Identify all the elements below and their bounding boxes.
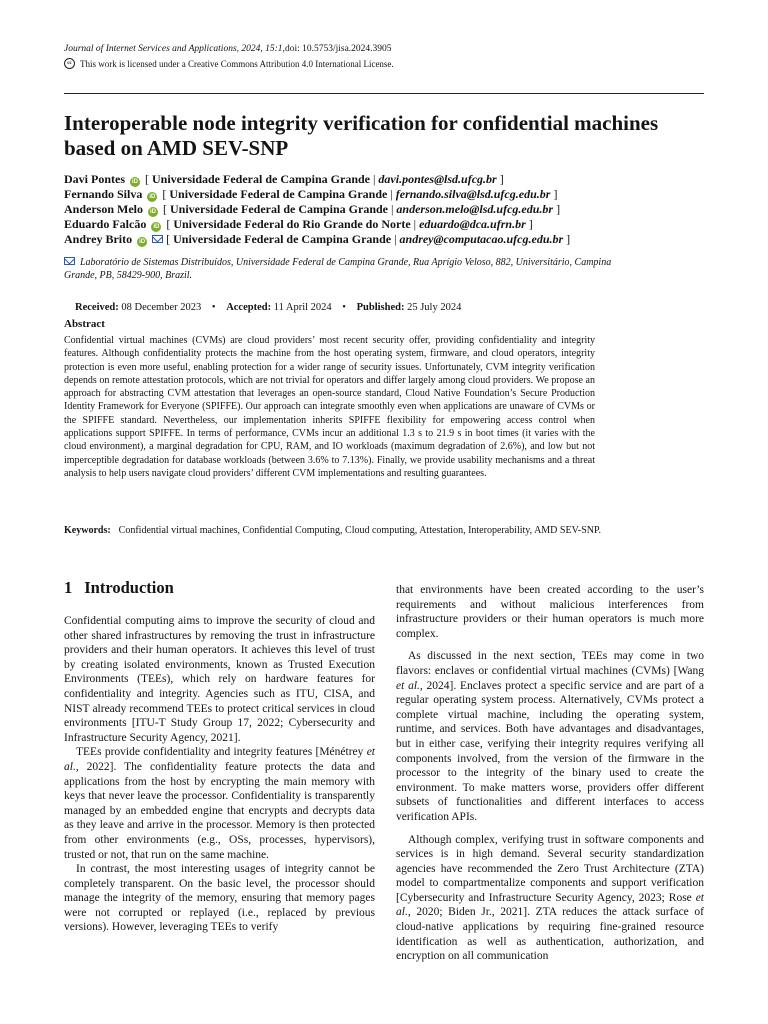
author-name: Anderson Melo — [64, 202, 143, 216]
paragraph: Although complex, verifying trust in software components and services is in high demand. Several security standardization agencies have recommended the Zero Trust Architecture (ZTA) model to compartmentalize components and support verification [Cybersecurity and Infrastructure Security Agency, 2023; Rose et al., 2020; Biden Jr., 2021]. ZTA reduces the attack surface of cloud-native applications by requiring fine-grained resource identification as well as authentication, authorization, and encryption on all communication — [396, 833, 704, 963]
author-affiliation: Universidade Federal do Rio Grande do Norte — [173, 217, 411, 231]
orcid-icon[interactable]: iD — [132, 179, 138, 185]
left-column — [64, 614, 375, 935]
author-affiliation: Universidade Federal de Campina Grande — [173, 232, 392, 246]
license-line — [64, 58, 394, 69]
paragraph: In contrast, the most interesting usages of integrity cannot be completely transparent. On the basic level, the processor should manage the integrity of the memory, ensuring that memory pages were not corrupted or replayed (i.e., replaced by previous versions). However, leveraging TEEs to verify — [64, 863, 375, 934]
orcid-icon[interactable]: iD — [139, 239, 146, 245]
author-name: Fernando Silva — [64, 187, 143, 201]
orcid-icon[interactable]: iD — [153, 224, 160, 230]
abstract-text: Confidential virtual machines (CVMs) are cloud providers’ most recent security offer, providing confidentiality and integrity features. Although confidentiality protects the machine from the host operating system, firmware, and cloud operators, integrity protection is even more useful, enabling protection for a wider range of security issues. Unfortunately, CVM integrity verification depends on remote attestation protocols, which are not trivial for operators and differ largely among cloud providers. We propose an approach for abstracting CVM attestation that leverages an open-source standard, Cloud Native Foundation’s Secure Production Identity Framework for Everyone (SPIFFE). Our approach can integrate smoothly even when applications are unaware of CVMs or the SPIFFE standard. Nevertheless, our implementation inherits SPIFFE flexibility for empowering access control when applications support SPIFFE. In terms of performance, CVMs incur an additional 1.3 s to 21.9 s in boot times (it varies with the cloud environment), a marginal degradation for CPU, RAM, and IO workloads (maximum degradation of 2.6%), and low but not imperceptible degradation for database workloads (between 3.6% to 7.13%). Finally, we provide usability mechanisms and a threat analysis to help users navigate cloud providers’ different CVM implementations and resulting guarantees. — [64, 335, 595, 479]
author-list — [64, 172, 704, 247]
paragraph: As discussed in the next section, TEEs may come in two flavors: enclaves or confidential virtual machines (CVMs) [Wang et al., 2024]. Enclaves protect a specific service and are part of a regular operating system process. Alternatively, CVMs protect a complete virtual machine, including the operating system, runtime, and services. Both have advantages and disadvantages, but in either case, verifying their integrity requires verifying all components involved, from the version of the firmware in the processor to the integrity of the binary used to create the environment. To make matters worse, providers offer different subsets of functionalities and different interfaces to access verification APIs. — [396, 650, 704, 823]
author-3: Eduardo Falcão iD [ Universidade Federal do Rio Grande do Norte | eduardo@dca.ufrn.br ] — [64, 217, 533, 231]
author-name: Eduardo Falcão — [64, 217, 147, 231]
author-email[interactable]: fernando.silva@lsd.ufcg.edu.br — [395, 187, 551, 201]
author-4: Andrey Brito iD [ Universidade Federal de Campina Grande | andrey@computacao.ufcg.edu.br ] — [64, 232, 571, 246]
mail-icon — [64, 257, 75, 265]
paragraph: Confidential computing aims to improve the security of cloud and other shared infrastructures by removing the trust in infrastructure providers and their human operators. It achieves this level of trust by creating isolated environments, known as Trusted Execution Environments (TEEs), which rely on hardware features for confidentiality and integrity. Agencies such as ITU, CISA, and NIST already recommend TEEs to protect critical services in cloud environments [ITU-T Study Group 17, 2022; Cybersecurity and Infrastructure Security Agency, 2021]. — [64, 615, 375, 744]
author-email[interactable]: davi.pontes@lsd.ufcg.br — [378, 172, 497, 186]
accepted-date: 11 April 2024 — [273, 302, 332, 313]
paper-title: Interoperable node integrity verification for confidential machines based on AMD SEV-SNP — [64, 111, 659, 160]
author-0: Davi Pontes iD [ Universidade Federal de Campina Grande | davi.pontes@lsd.ufcg.br ] — [64, 172, 504, 186]
paragraph: TEEs provide confidentiality and integrity features [Ménétrey et al., 2022]. The confidentiality feature protects the data and applications from the host by encrypting the main memory with keys that never leave the processor. Confidentiality is transparently managed by an embedded engine that encrypts and decrypts data as they leave and arrive in the processor. Memory is then protected from other environments (e.g., OSs, processes, hypervisors), trusted or not, that run on the same machine. — [64, 746, 375, 861]
author-2: Anderson Melo iD [ Universidade Federal de Campina Grande | anderson.melo@lsd.ufcg.edu.br ] — [64, 202, 561, 216]
right-column — [396, 583, 704, 964]
author-name: Andrey Brito — [64, 232, 133, 246]
author-email[interactable]: andrey@computacao.ufcg.edu.br — [399, 232, 564, 246]
received-date: 08 December 2023 — [121, 302, 202, 313]
author-email[interactable]: eduardo@dca.ufrn.br — [419, 217, 526, 231]
author-affiliation: Universidade Federal de Campina Grande — [170, 202, 388, 216]
mail-icon[interactable] — [152, 235, 163, 243]
keywords: Keywords: Confidential virtual machines, Confidential Computing, Cloud computing, Attestation, Interoperability, AMD SEV-SNP. — [64, 525, 601, 536]
journal-citation: Journal of Internet Services and Applications, 2024, 15:1,doi: 10.5753/jisa.2024.3905 — [64, 44, 392, 54]
paragraph: that environments have been created according to the user’s requirements and without malicious interferences from infrastructure providers or their human operators is much more complex. — [396, 584, 704, 640]
doi-link[interactable]: doi: 10.5753/jisa.2024.3905 — [284, 44, 392, 54]
author-1: Fernando Silva iD [ Universidade Federal de Campina Grande | fernando.silva@lsd.ufcg.edu.br ] — [64, 187, 558, 201]
author-email[interactable]: anderson.melo@lsd.ufcg.edu.br — [396, 202, 554, 216]
author-affiliation: Universidade Federal de Campina Grande — [152, 172, 370, 186]
lab-address: Laboratório de Sistemas Distribuídos, Universidade Federal de Campina Grande, Rua Aprígio Veloso, 882, Universitário, Campina Grande, PB, 58429-900, Brazil. — [64, 257, 612, 281]
orcid-icon[interactable]: iD — [150, 209, 156, 215]
header-rule — [64, 93, 704, 94]
cc-icon: cc — [64, 58, 75, 69]
abstract-heading: Abstract — [64, 318, 105, 330]
publication-dates: Received: 08 December 2023 • Accepted: 11 April 2024 • Published: 25 July 2024 — [75, 302, 462, 313]
section-heading: 1 Introduction — [64, 578, 174, 597]
author-name: Davi Pontes — [64, 172, 125, 186]
author-affiliation: Universidade Federal de Campina Grande — [169, 187, 388, 201]
orcid-icon[interactable]: iD — [149, 194, 156, 200]
license-text[interactable]: This work is licensed under a Creative Commons Attribution 4.0 International License. — [80, 58, 394, 69]
published-date: 25 July 2024 — [407, 302, 462, 313]
